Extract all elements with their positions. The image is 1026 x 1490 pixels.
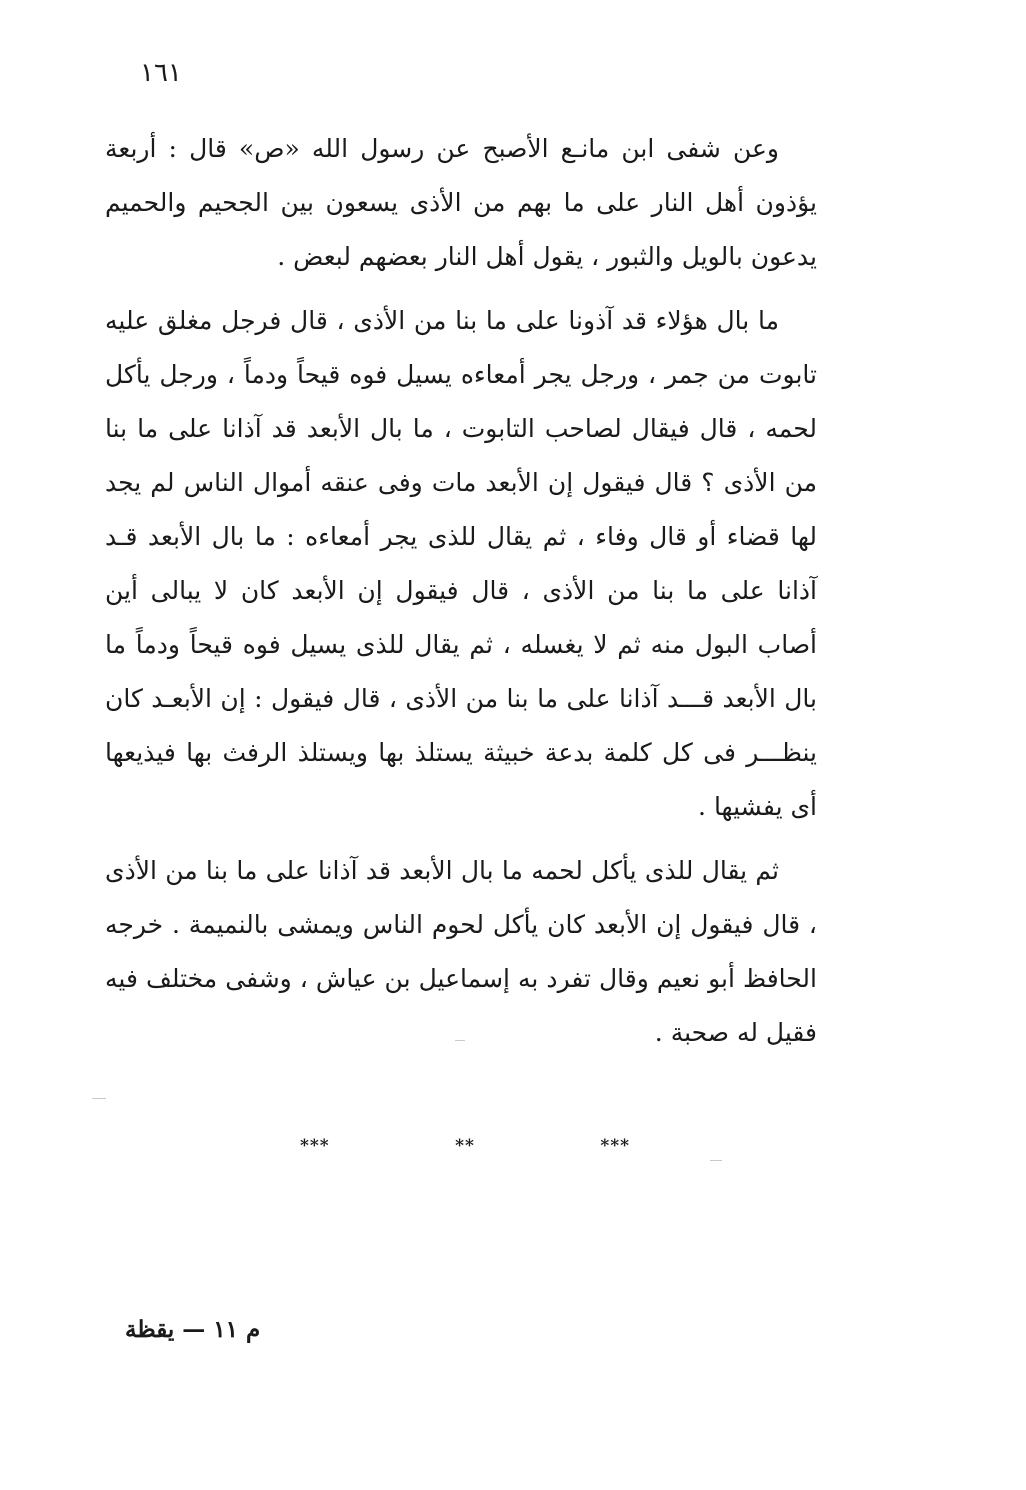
page-number: ١٦١ <box>140 58 182 88</box>
separator-mark-right: *** <box>600 1136 630 1156</box>
separator-mark-center: ** <box>455 1136 475 1156</box>
section-separator <box>300 1136 630 1156</box>
paragraph-3: ثم يقال للذى يأكل لحمه ما بال الأبعد قد آذانا على ما بنا من الأذى ، قال فيقول إن الأبعد كان يأكل لحوم الناس ويمشى بالنميمة . خرجه الحافظ أبو نعيم وقال تفرد به إسماعيل بن عياش ، وشفى مختلف فيه فقيل له صحبة . <box>105 856 817 1047</box>
separator-mark-left: *** <box>300 1136 330 1156</box>
scan-speck <box>710 1160 722 1161</box>
paragraph-2: ما بال هؤلاء قد آذونا على ما بنا من الأذى ، قال فرجل مغلق عليه تابوت من جمر ، ورجل يجر أمعاءه يسيل فوه قيحاً ودماً ، ورجل يأكل لحمه ، قال فيقال لصاحب التابوت ، ما بال الأبعد قد آذانا على ما بنا من الأذى ؟ قال فيقول إن الأبعد مات وفى عنقه أموال الناس لم يجد لها قضاء أو قال وفاء ، ثم يقال للذى يجر أمعاءه : ما بال الأبعد قـد آذانا على ما بنا من الأذى ، قال فيقول إن الأبعد كان لا يبالى أين أصاب البول منه ثم لا يغسله ، ثم يقال للذى يسيل فوه قيحاً ودماً ما بال الأبعد قـــد آذانا على ما بنا من الأذى ، قال فيقول : إن الأبعـد كان ينظـــر فى كل كلمة بدعة خبيثة يستلذ بها ويستلذ الرفث بها فيذيعها أى يفشيها . <box>105 306 817 821</box>
scan-speck <box>455 1040 465 1041</box>
paragraph-1: وعن شفى ابن مانـع الأصبح عن رسول الله «ص» قال : أربعة يؤذون أهل النار على ما بهم من الأذى يسعون بين الجحيم والحميم يدعون بالويل والثبور ، يقول أهل النار بعضهم لبعض . <box>105 134 817 271</box>
footer-signature: م ١١ — يقظة <box>125 1316 261 1343</box>
scan-speck <box>92 1098 106 1099</box>
body-text <box>105 122 817 1070</box>
